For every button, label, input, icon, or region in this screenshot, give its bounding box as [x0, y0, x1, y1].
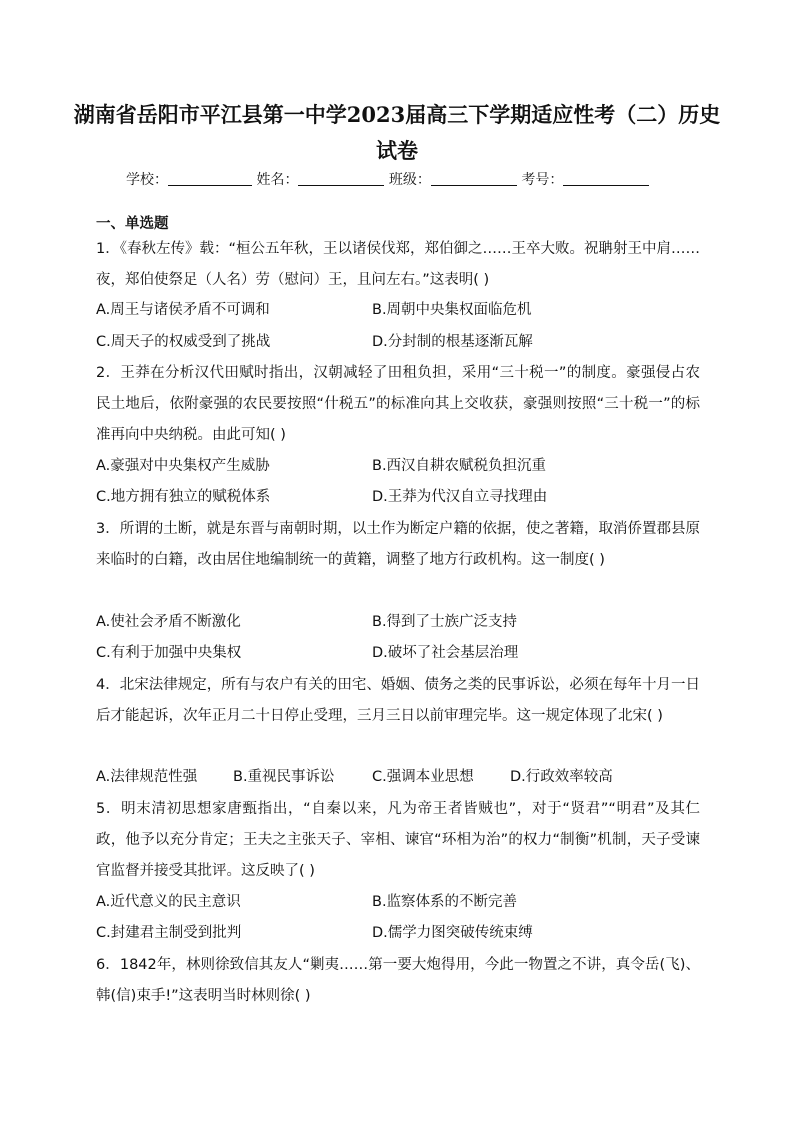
exam-number-label: 考号： — [521, 172, 564, 188]
question-3-option-b[interactable]: B.得到了士族广泛支持 — [372, 614, 518, 630]
question-3-option-a[interactable]: A.使社会矛盾不断激化 — [96, 614, 241, 630]
question-1-option-a[interactable]: A.周王与诸侯矛盾不可调和 — [96, 302, 270, 318]
question-1-option-b[interactable]: B.周朝中央集权面临危机 — [372, 302, 532, 318]
question-5-option-d[interactable]: D.儒学力图突破传统束缚 — [372, 925, 533, 941]
question-4-option-c[interactable]: C.强调本业思想 — [372, 769, 474, 785]
question-3-stem: 3．所谓的土断，就是东晋与南朝时期，以土作为断定户籍的依据，使之著籍，取消侨置郡县原来临时的白籍，改由居住地编制统一的黄籍，调整了地方行政机构。这一制度( ) — [96, 521, 700, 568]
question-4-stem: 4．北宋法律规定，所有与农户有关的田宅、婚姻、债务之类的民事诉讼，必须在每年十月一日后才能起诉，次年正月二十日停止受理，三月三日以前审理完毕。这一规定体现了北宋( ) — [96, 677, 700, 724]
school-blank[interactable] — [168, 169, 252, 186]
question-1-option-c[interactable]: C.周天子的权威受到了挑战 — [96, 334, 271, 350]
question-4-option-b[interactable]: B.重视民事诉讼 — [233, 769, 335, 785]
question-4-option-a[interactable]: A.法律规范性强 — [96, 769, 198, 785]
question-1-option-d[interactable]: D.分封制的根基逐渐瓦解 — [372, 334, 533, 350]
question-6-stem: 6．1842年，林则徐致信其友人“剿夷……第一要大炮得用，今此一物置之不讲，真令岳(飞)、韩(信)束手!”这表明当时林则徐( ) — [96, 957, 700, 1004]
question-2-stem: 2．王莽在分析汉代田赋时指出，汉朝减轻了田租负担，采用“三十税一”的制度。豪强侵占农民土地后，依附豪强的农民要按照“什税五”的标准向其上交收获，豪强则按照“三十税一”的标准再向中央纳税。由此可知( ) — [96, 365, 700, 443]
name-blank[interactable] — [298, 169, 384, 186]
name-label: 姓名： — [256, 172, 299, 188]
section-heading: 一、单选题 — [96, 216, 169, 232]
question-3-option-d[interactable]: D.破坏了社会基层治理 — [372, 645, 519, 661]
question-5-stem: 5．明末清初思想家唐甄指出，“自秦以来，凡为帝王者皆贼也”，对于“贤君”“明君”及其仁政，他予以充分肯定；王夫之主张天子、宰相、谏官“环相为治”的权力“制衡”机制，天子受谏官监督并接受其批评。这反映了( ) — [96, 801, 700, 879]
question-2-option-a[interactable]: A.豪强对中央集权产生威胁 — [96, 458, 270, 474]
class-label: 班级： — [388, 172, 431, 188]
exam-title-line1: 湖南省岳阳市平江县第一中学2023届高三下学期适应性考（二）历史 — [73, 102, 721, 127]
student-info-fields — [126, 168, 649, 192]
question-2-option-c[interactable]: C.地方拥有独立的赋税体系 — [96, 489, 271, 505]
question-5-option-a[interactable]: A.近代意义的民主意识 — [96, 894, 241, 910]
question-3-option-c[interactable]: C.有利于加强中央集权 — [96, 645, 242, 661]
exam-number-blank[interactable] — [563, 169, 649, 186]
question-4-option-d[interactable]: D.行政效率较高 — [510, 769, 613, 785]
question-5-option-b[interactable]: B.监察体系的不断完善 — [372, 894, 518, 910]
question-2-option-d[interactable]: D.王莽为代汉自立寻找理由 — [372, 489, 548, 505]
question-1-stem: 1．《春秋左传》载：“桓公五年秋，王以诸侯伐郑，郑伯御之……王卒大败。祝聃射王中肩……夜，郑伯使祭足（人名）劳（慰问）王，且问左右。”这表明( ) — [96, 241, 700, 288]
question-5-option-c[interactable]: C.封建君主制受到批判 — [96, 925, 242, 941]
school-label: 学校： — [126, 172, 168, 188]
exam-title-line2: 试卷 — [376, 138, 418, 163]
class-blank[interactable] — [431, 169, 517, 186]
question-2-option-b[interactable]: B.西汉自耕农赋税负担沉重 — [372, 458, 547, 474]
